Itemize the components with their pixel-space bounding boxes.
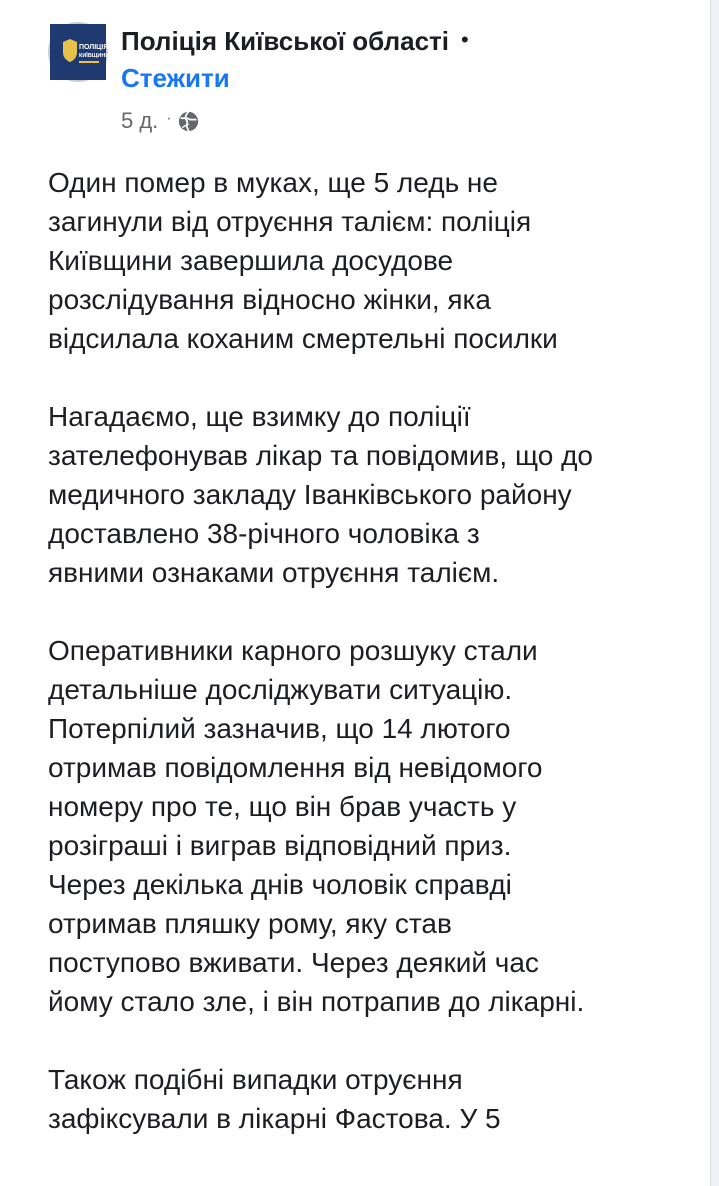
post-header <box>48 22 688 142</box>
post-timestamp[interactable]: 5 д. <box>121 108 159 133</box>
globe-icon[interactable] <box>178 111 199 132</box>
post-text <box>48 163 688 1177</box>
page-name[interactable]: Поліція Київської області <box>121 26 449 56</box>
post-paragraph: Також подібні випадки отруєння зафіксували в лікарні Фастова. У 5 <box>48 1064 501 1134</box>
post-paragraph: Нагадаємо, ще взимку до поліції зателефонував лікар та повідомив, що до медичного закладу Іванківського району доставлено 38-річного чоловіка з явними ознаками отруєння талієм. <box>48 401 593 588</box>
follow-button[interactable]: Стежити <box>121 63 230 93</box>
meta-dot: · <box>166 110 172 127</box>
avatar-text-1: ПОЛІЦІЯ <box>79 44 109 51</box>
post-paragraph: Один помер в муках, ще 5 ледь не загинули від отруєння талієм: поліція Київщини завершила досудове розслідування відносно жінки, яка відсилала коханим смертельні посилки <box>48 167 558 354</box>
separator-dot: • <box>460 27 469 52</box>
avatar[interactable] <box>48 22 108 82</box>
post-paragraph: Оперативники карного розшуку стали детальніше досліджувати ситуацію. Потерпілий зазначив, що 14 лютого отримав повідомлення від невідомого номеру про те, що він брав участь у розіграші і виграв відповідний приз. Через декілька днів чоловік справді отримав пляшку рому, яку став поступово вживати. Через деякий час йому стало зле, і він потрапив до лікарні. <box>48 635 585 1017</box>
name-row <box>121 26 469 57</box>
post-meta <box>121 108 199 134</box>
avatar-text-2: КИЇВЩИНИ <box>79 53 110 59</box>
scrollbar-edge <box>710 0 719 1186</box>
